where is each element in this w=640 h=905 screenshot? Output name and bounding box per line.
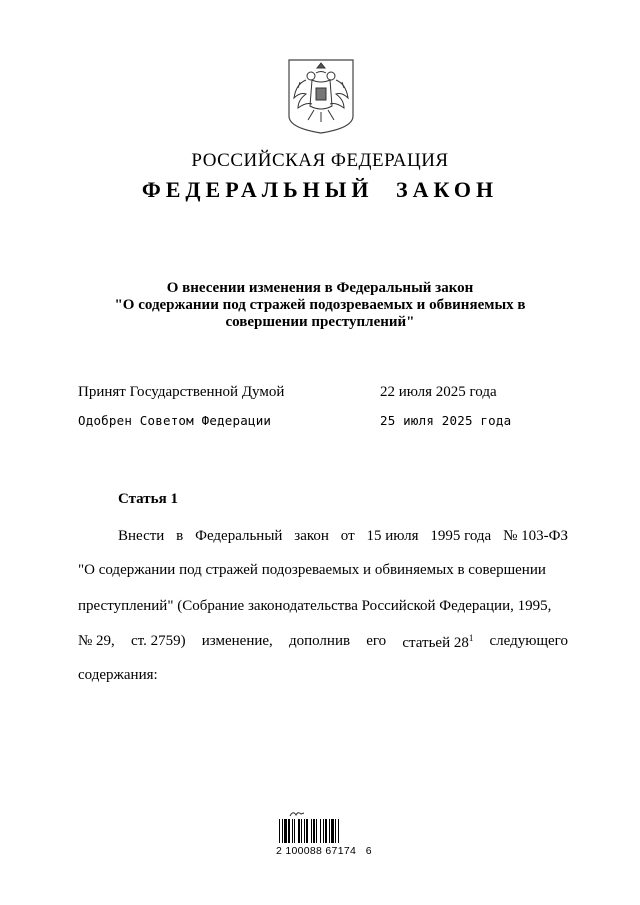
- word: его: [366, 633, 387, 649]
- barcode-bar: [288, 819, 290, 843]
- barcode-bar: [313, 819, 315, 843]
- article-reference: [402, 633, 473, 652]
- word: Федеральный: [195, 528, 283, 544]
- barcode-bar: [325, 819, 327, 843]
- barcode-bar: [294, 819, 295, 843]
- word: закон: [294, 528, 329, 544]
- barcode-bar: [279, 819, 280, 843]
- barcode-bar: [338, 819, 339, 843]
- article-superscript: 1: [468, 633, 474, 643]
- barcode-bar: [304, 819, 305, 843]
- paragraph-line-4: [78, 633, 568, 652]
- barcode-bar: [298, 819, 300, 843]
- paragraph-line-5: содержания:: [78, 667, 158, 683]
- doc-type-word-2: ЗАКОН: [396, 177, 499, 202]
- word: ст. 2759): [130, 633, 186, 649]
- law-title-line-1: О внесении изменения в Федеральный закон: [166, 280, 474, 296]
- country-name: РОССИЙСКАЯ ФЕДЕРАЦИЯ: [191, 150, 449, 171]
- paragraph-line-1: [118, 528, 568, 545]
- barcode-bar: [335, 819, 336, 843]
- barcode-bar: [311, 819, 312, 843]
- barcode-bar: [292, 819, 293, 843]
- barcode-bar: [306, 819, 308, 843]
- law-title-line-3: совершении преступлений": [225, 314, 415, 330]
- barcode-bar: [320, 819, 321, 843]
- duma-label: Принят Государственной Думой: [78, 384, 285, 400]
- article-heading: Статья 1: [118, 491, 178, 507]
- barcode-bar: [282, 819, 283, 843]
- doc-type-word-1: ФЕДЕРАЛЬНЫЙ: [141, 177, 374, 202]
- article-number: 28: [453, 635, 469, 651]
- coat-of-arms-emblem: [286, 58, 356, 134]
- word: Внести: [118, 528, 165, 544]
- word: следующего: [489, 633, 568, 649]
- barcode-bar: [284, 819, 287, 843]
- word: 15 июля: [366, 528, 419, 544]
- barcode-bar: [329, 819, 330, 843]
- word: изменение,: [201, 633, 273, 649]
- word: 1995 года: [430, 528, 492, 544]
- barcode-number: 2 100088 67174 6: [276, 845, 372, 857]
- word: № 29,: [78, 633, 115, 649]
- duma-date: 22 июля 2025 года: [380, 384, 497, 400]
- handwritten-mark: [289, 808, 305, 818]
- word: № 103-ФЗ: [503, 528, 568, 544]
- barcode-bar: [301, 819, 302, 843]
- word: дополнив: [288, 633, 351, 649]
- word: от: [340, 528, 355, 544]
- council-date: 25 июля 2025 года: [380, 413, 512, 428]
- paragraph-line-2: "О содержании под стражей подозреваемых и обвиняемых в совершении: [78, 562, 546, 578]
- barcode-bar: [316, 819, 317, 843]
- barcode-bar: [323, 819, 324, 843]
- council-label: Одобрен Советом Федерации: [78, 413, 272, 428]
- document-type: [0, 177, 640, 203]
- paragraph-line-3: преступлений" (Собрание законодательства Российской Федерации, 1995,: [78, 598, 552, 614]
- word: статьей: [402, 635, 451, 651]
- word: в: [176, 528, 184, 544]
- barcode-bar: [331, 819, 334, 843]
- barcode: [278, 819, 360, 843]
- law-title-line-2: "О содержании под стражей подозреваемых и обвиняемых в: [114, 297, 526, 313]
- law-title: [60, 280, 580, 331]
